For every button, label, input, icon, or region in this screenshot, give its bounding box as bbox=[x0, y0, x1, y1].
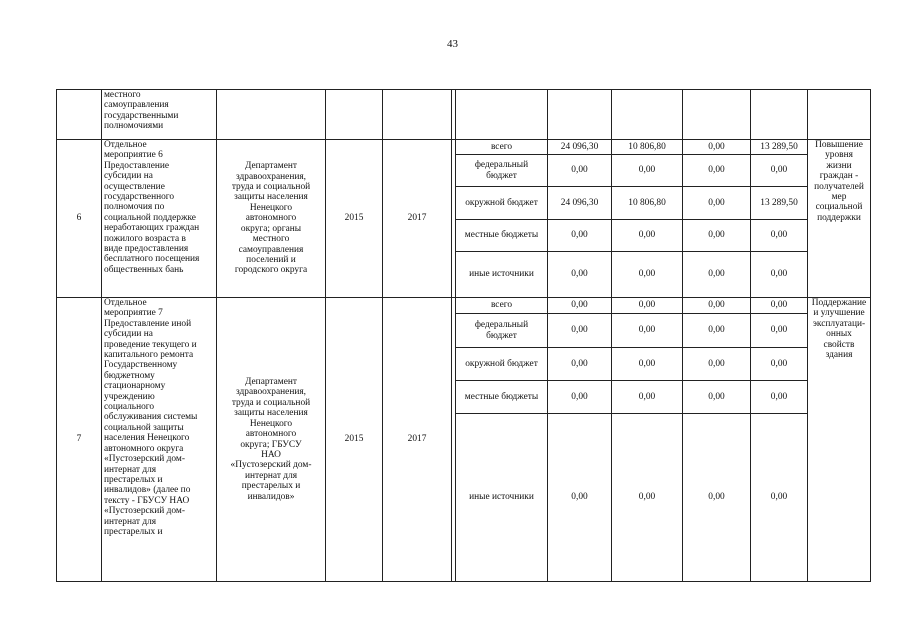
value-cell: 0,00 bbox=[548, 381, 612, 414]
value-cell bbox=[612, 90, 683, 140]
value-cell: 0,00 bbox=[683, 220, 751, 252]
page-number: 43 bbox=[447, 38, 458, 50]
value-cell: 13 289,50 bbox=[751, 140, 808, 155]
executor-cell: Департамент здравоохранения, труда и социальной защиты населения Ненецкого автономного округа; ГБУСУ НАО «Пустозерский дом- интернат для престарелых и инвалидов» bbox=[217, 298, 326, 582]
funding-source-cell: местные бюджеты bbox=[456, 220, 548, 252]
value-cell bbox=[548, 90, 612, 140]
executor-cell: Департамент здравоохранения, труда и социальной защиты населения Ненецкого автономного округа; органы местного самоуправления поселений и городского округа bbox=[217, 140, 326, 298]
value-cell: 0,00 bbox=[683, 381, 751, 414]
budget-table bbox=[56, 89, 871, 582]
result-cell: Повышение уровня жизни граждан - получателей мер социальной поддержки bbox=[808, 140, 871, 298]
result-cell bbox=[808, 90, 871, 140]
value-cell: 0,00 bbox=[548, 220, 612, 252]
value-cell: 0,00 bbox=[548, 155, 612, 187]
funding-source-cell: иные источники bbox=[456, 252, 548, 298]
funding-source-cell: окружной бюджет bbox=[456, 187, 548, 220]
value-cell: 0,00 bbox=[751, 381, 808, 414]
value-cell: 0,00 bbox=[751, 414, 808, 582]
value-cell: 0,00 bbox=[548, 414, 612, 582]
row-number-cell bbox=[57, 90, 102, 140]
description-cell: Отдельное мероприятие 6 Предоставление субсидии на осуществление государственного полномочия по социальной поддержке неработающих граждан пожилого возраста в виде предоставления бесплатного посещения общественных бань bbox=[102, 140, 217, 298]
year-end-cell: 2017 bbox=[383, 298, 452, 582]
funding-source-cell: местные бюджеты bbox=[456, 381, 548, 414]
funding-source-cell: федеральный бюджет bbox=[456, 314, 548, 348]
value-cell: 0,00 bbox=[612, 155, 683, 187]
value-cell: 0,00 bbox=[548, 252, 612, 298]
value-cell: 0,00 bbox=[548, 314, 612, 348]
value-cell: 0,00 bbox=[683, 414, 751, 582]
value-cell: 0,00 bbox=[683, 187, 751, 220]
year-end-cell: 2017 bbox=[383, 140, 452, 298]
continuation-row bbox=[57, 90, 871, 140]
value-cell: 0,00 bbox=[612, 348, 683, 381]
value-cell bbox=[683, 90, 751, 140]
value-cell: 0,00 bbox=[683, 140, 751, 155]
year-end-cell bbox=[383, 90, 452, 140]
value-cell: 24 096,30 bbox=[548, 140, 612, 155]
table-row bbox=[57, 140, 871, 155]
row-number-cell: 7 bbox=[57, 298, 102, 582]
value-cell: 0,00 bbox=[612, 252, 683, 298]
funding-source-cell: всего bbox=[456, 298, 548, 314]
value-cell: 0,00 bbox=[683, 348, 751, 381]
funding-source-cell: окружной бюджет bbox=[456, 348, 548, 381]
value-cell: 24 096,30 bbox=[548, 187, 612, 220]
value-cell: 13 289,50 bbox=[751, 187, 808, 220]
value-cell: 0,00 bbox=[751, 348, 808, 381]
funding-source-cell: федеральный бюджет bbox=[456, 155, 548, 187]
year-start-cell: 2015 bbox=[326, 298, 383, 582]
executor-cell bbox=[217, 90, 326, 140]
value-cell: 0,00 bbox=[612, 314, 683, 348]
result-cell: Поддержание и улучшение эксплуатаци- онных свойств здания bbox=[808, 298, 871, 582]
value-cell: 0,00 bbox=[751, 155, 808, 187]
value-cell: 10 806,80 bbox=[612, 140, 683, 155]
value-cell: 0,00 bbox=[683, 155, 751, 187]
value-cell bbox=[751, 90, 808, 140]
year-start-cell: 2015 bbox=[326, 140, 383, 298]
funding-source-cell: иные источники bbox=[456, 414, 548, 582]
row-number-cell: 6 bbox=[57, 140, 102, 298]
value-cell: 0,00 bbox=[683, 314, 751, 348]
value-cell: 10 806,80 bbox=[612, 187, 683, 220]
value-cell: 0,00 bbox=[751, 252, 808, 298]
value-cell: 0,00 bbox=[751, 298, 808, 314]
description-cell: Отдельное мероприятие 7 Предоставление иной субсидии на проведение текущего и капитального ремонта Государственному бюджетному стационарному учреждению социального обслуживания системы социальной защиты населения Ненецкого автономного округа «Пустозерский дом- интернат для престарелых и инвалидов» (далее по тексту - ГБУСУ НАО «Пустозерский дом- интернат для престарелых и bbox=[102, 298, 217, 582]
funding-source-cell: всего bbox=[456, 140, 548, 155]
funding-source-cell bbox=[456, 90, 548, 140]
value-cell: 0,00 bbox=[751, 220, 808, 252]
value-cell: 0,00 bbox=[548, 298, 612, 314]
value-cell: 0,00 bbox=[683, 252, 751, 298]
year-start-cell bbox=[326, 90, 383, 140]
value-cell: 0,00 bbox=[683, 298, 751, 314]
value-cell: 0,00 bbox=[612, 414, 683, 582]
value-cell: 0,00 bbox=[548, 348, 612, 381]
table-row bbox=[57, 298, 871, 314]
value-cell: 0,00 bbox=[751, 314, 808, 348]
value-cell: 0,00 bbox=[612, 298, 683, 314]
description-cell: местного самоуправления государственными полномочиями bbox=[102, 90, 217, 140]
value-cell: 0,00 bbox=[612, 220, 683, 252]
value-cell: 0,00 bbox=[612, 381, 683, 414]
